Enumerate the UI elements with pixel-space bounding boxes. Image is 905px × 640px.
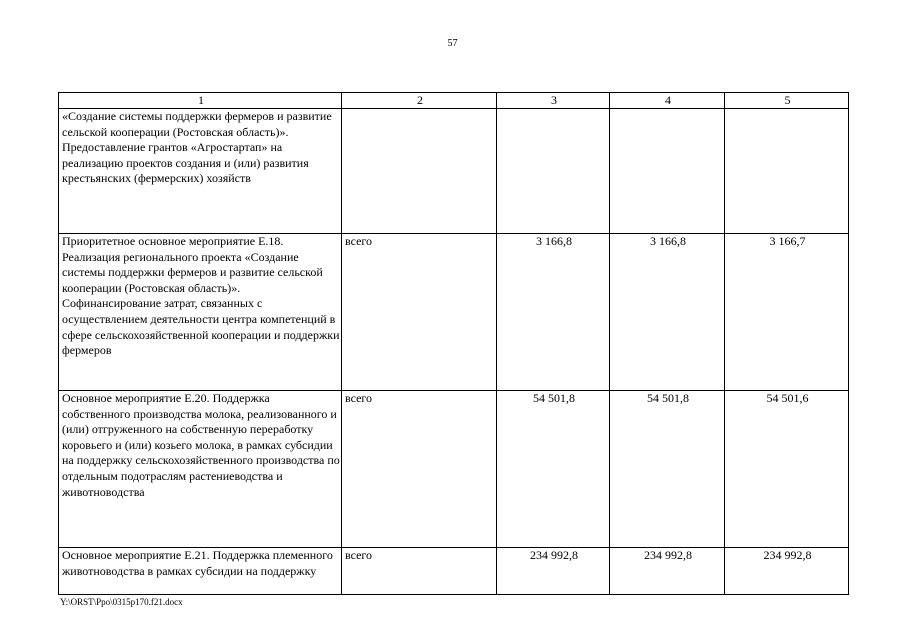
row-type: всего bbox=[342, 234, 497, 391]
row-value-4 bbox=[610, 109, 725, 234]
row-value-4: 234 992,8 bbox=[610, 548, 725, 595]
row-type: всего bbox=[342, 391, 497, 548]
row-type: всего bbox=[342, 548, 497, 595]
table-row bbox=[59, 109, 849, 234]
row-value-3 bbox=[497, 109, 610, 234]
row-value-5: 54 501,6 bbox=[725, 391, 849, 548]
row-value-3: 3 166,8 bbox=[497, 234, 610, 391]
row-value-4: 54 501,8 bbox=[610, 391, 725, 548]
table-header-row bbox=[59, 93, 849, 109]
table-row bbox=[59, 548, 849, 595]
footer-file-path: Y:\ORST\Ppo\0315p170.f21.docx bbox=[60, 597, 183, 607]
header-cell-4: 4 bbox=[610, 93, 725, 109]
header-cell-3: 3 bbox=[497, 93, 610, 109]
row-description: Основное мероприятие Е.21. Поддержка племенного животноводства в рамках субсидии на поддержку bbox=[59, 548, 342, 595]
header-cell-1: 1 bbox=[59, 93, 342, 109]
table-row bbox=[59, 234, 849, 391]
data-table bbox=[58, 92, 849, 595]
header-cell-5: 5 bbox=[725, 93, 849, 109]
row-value-4: 3 166,8 bbox=[610, 234, 725, 391]
row-description: Приоритетное основное мероприятие Е.18. Реализация регионального проекта «Создание системы поддержки фермеров и развитие сельской кооперации (Ростовская область)». Софинансирование затрат, связанных с осуществлением деятельности центра компетенций в сфере сельскохозяйственной кооперации и поддержки фермеров bbox=[59, 234, 342, 391]
header-cell-2: 2 bbox=[342, 93, 497, 109]
table-row bbox=[59, 391, 849, 548]
row-description: Основное мероприятие Е.20. Поддержка собственного производства молока, реализованного и (или) отгруженного на собственную переработку коровьего и (или) козьего молока, в рамках субсидии на поддержку сельскохозяйственного производства по отдельным подотраслям растениеводства и животноводства bbox=[59, 391, 342, 548]
page-number: 57 bbox=[447, 38, 458, 49]
row-value-5: 3 166,7 bbox=[725, 234, 849, 391]
row-value-3: 234 992,8 bbox=[497, 548, 610, 595]
row-description: «Создание системы поддержки фермеров и развитие сельской кооперации (Ростовская область)». Предоставление грантов «Агростартап» на реализацию проектов создания и (или) развития крестьянских (фермерских) хозяйств bbox=[59, 109, 342, 234]
row-value-5 bbox=[725, 109, 849, 234]
row-type bbox=[342, 109, 497, 234]
row-value-5: 234 992,8 bbox=[725, 548, 849, 595]
row-value-3: 54 501,8 bbox=[497, 391, 610, 548]
